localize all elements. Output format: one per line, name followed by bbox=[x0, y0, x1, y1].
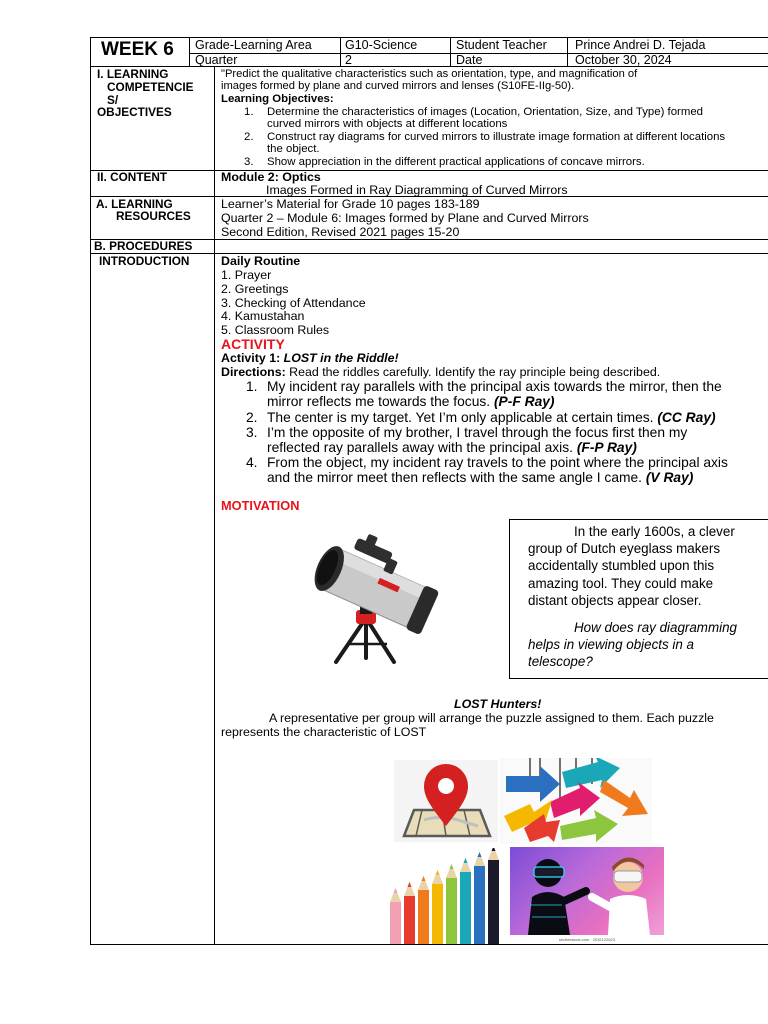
teacher-value: Prince Andrei D. Tejada bbox=[575, 38, 706, 52]
date-value: October 30, 2024 bbox=[575, 53, 672, 67]
quarter-label: Quarter bbox=[195, 53, 238, 67]
header-col-divider-4 bbox=[567, 37, 568, 67]
vr-illustration-image bbox=[510, 847, 664, 935]
tripod bbox=[336, 618, 394, 662]
competency-line: "Predict the qualitative characteristics such as orientation, type, and magnification of bbox=[221, 68, 638, 80]
motivation-line: In the early 1600s, a clever bbox=[574, 524, 735, 539]
riddle-number: 3. bbox=[246, 425, 258, 440]
motivation-question-line: telescope? bbox=[528, 654, 593, 670]
pencil-body bbox=[390, 902, 401, 944]
image-credit: shutterstock.com · 2032122623 bbox=[558, 937, 616, 942]
pencil-body bbox=[474, 866, 485, 944]
riddle-text: and the mirror meet then reflects with the same angle I came. bbox=[267, 470, 646, 485]
resource-line: Second Edition, Revised 2021 pages 15-20 bbox=[221, 225, 460, 239]
lost-hunters-text: A representative per group will arrange the puzzle assigned to them. Each puzzle bbox=[269, 711, 714, 725]
objective-number: 1. bbox=[244, 106, 254, 118]
table-left-border bbox=[90, 37, 91, 945]
motivation-line: amazing tool. They could make bbox=[528, 575, 714, 591]
routine-item: 2. Greetings bbox=[221, 282, 289, 296]
riddle-text-line2 bbox=[267, 394, 555, 409]
riddle-text: reflected ray parallels away with the principal axis. bbox=[267, 440, 577, 455]
learning-objectives-heading: Learning Objectives: bbox=[221, 92, 334, 105]
objective-number: 2. bbox=[244, 131, 254, 143]
daily-routine-heading: Daily Routine bbox=[221, 254, 301, 268]
resources-label: A. LEARNING bbox=[96, 197, 173, 211]
activity-title: LOST in the Riddle! bbox=[283, 351, 399, 365]
riddle-text: The center is my target. Yet I’m only applicable at certain times. bbox=[267, 410, 658, 425]
riddle-answer: (V Ray) bbox=[645, 470, 694, 485]
week-title: WEEK 6 bbox=[101, 39, 174, 60]
teacher-label: Student Teacher bbox=[456, 38, 547, 52]
procedures-bottom-border bbox=[90, 253, 768, 254]
motivation-text bbox=[528, 523, 768, 671]
riddle-text: I’m the opposite of my brother, I travel through the focus first then my bbox=[267, 425, 688, 440]
motivation-line: group of Dutch eyeglass makers bbox=[528, 541, 721, 557]
objective-text: the object. bbox=[267, 143, 320, 155]
activity-prefix: Activity 1: bbox=[221, 351, 284, 365]
riddle-number: 2. bbox=[246, 410, 258, 425]
procedures-label: B. PROCEDURES bbox=[94, 239, 193, 253]
header-col-divider-2 bbox=[340, 37, 341, 67]
grade-label: Grade-Learning Area bbox=[195, 38, 312, 52]
pencil-body bbox=[460, 872, 471, 944]
routine-item: 1. Prayer bbox=[221, 268, 272, 282]
module-topic: Images Formed in Ray Diagramming of Curved Mirrors bbox=[266, 183, 568, 197]
riddle-text-line2 bbox=[267, 470, 693, 485]
riddle-text: mirror reflects me towards the focus. bbox=[267, 394, 494, 409]
objective-text: curved mirrors with objects at different locations bbox=[267, 118, 508, 130]
activity-title-line bbox=[221, 352, 399, 365]
riddle-text: From the object, my incident ray travels to the point where the principal axis bbox=[267, 455, 728, 470]
activity-heading: ACTIVITY bbox=[221, 336, 285, 352]
pencil-body bbox=[404, 896, 415, 944]
directions-text: Read the riddles carefully. Identify the ray principle being described. bbox=[285, 365, 661, 379]
pencil-body bbox=[432, 884, 443, 944]
lost-hunters-title: LOST Hunters! bbox=[454, 697, 542, 711]
resource-line: Learner’s Material for Grade 10 pages 183-189 bbox=[221, 197, 480, 211]
objective-text: Determine the characteristics of images (Location, Orientation, Size, and Type) formed bbox=[267, 106, 704, 118]
motivation-line: distant objects appear closer. bbox=[528, 592, 702, 608]
content-label: II. CONTENT bbox=[97, 170, 168, 184]
riddle-text-line2 bbox=[267, 440, 637, 455]
label-col-divider bbox=[214, 66, 215, 945]
telescope-image bbox=[244, 530, 494, 666]
competency-line: images formed by plane and curved mirrors and lenses (S10FE-IIg-50). bbox=[221, 80, 575, 92]
riddle-text: My incident ray parallels with the principal axis towards the mirror, then the bbox=[267, 379, 722, 394]
objectives-label-line: OBJECTIVES bbox=[97, 105, 172, 119]
riddle-number: 1. bbox=[246, 379, 258, 394]
routine-item: 5. Classroom Rules bbox=[221, 323, 330, 337]
map-pin-icon bbox=[394, 760, 498, 842]
objectives-label-line: S/ bbox=[107, 93, 119, 107]
riddle-answer: (CC Ray) bbox=[657, 410, 716, 425]
objective-number: 3. bbox=[244, 156, 254, 168]
routine-item: 4. Kamustahan bbox=[221, 309, 305, 323]
table-bottom-border bbox=[90, 944, 768, 945]
riddle-answer: (F-P Ray) bbox=[576, 440, 637, 455]
objective-text: Construct ray diagrams for curved mirrors to illustrate image formation at different locations bbox=[267, 131, 726, 143]
motivation-question-line: How does ray diagramming bbox=[574, 620, 737, 636]
objectives-label-line: COMPETENCIE bbox=[107, 80, 194, 94]
grade-value: G10-Science bbox=[345, 38, 418, 52]
colored-pencils-image bbox=[384, 848, 508, 944]
module-title: Module 2: Optics bbox=[221, 170, 321, 184]
arrows-image bbox=[500, 758, 652, 844]
pencil-body bbox=[418, 890, 429, 944]
header-col-divider-1 bbox=[189, 37, 190, 67]
objectives-bottom-border bbox=[90, 170, 768, 171]
motivation-question-line: helps in viewing objects in a bbox=[528, 637, 694, 653]
riddle-text-line1 bbox=[267, 410, 716, 425]
introduction-label: INTRODUCTION bbox=[99, 254, 190, 268]
routine-item: 3. Checking of Attendance bbox=[221, 296, 366, 310]
directions-label: Directions: bbox=[221, 365, 286, 379]
header-col-divider-3 bbox=[450, 37, 451, 67]
date-label: Date bbox=[456, 53, 483, 67]
directions-line bbox=[221, 366, 660, 379]
motivation-line: accidentally stumbled upon this bbox=[528, 558, 715, 574]
pencil-body bbox=[488, 860, 499, 944]
lost-hunters-text: represents the characteristic of LOST bbox=[221, 725, 427, 739]
objective-text: Show appreciation in the different practical applications of concave mirrors. bbox=[267, 156, 645, 168]
objectives-label-line: I. LEARNING bbox=[97, 67, 169, 81]
riddle-number: 4. bbox=[246, 455, 258, 470]
resource-line: Quarter 2 – Module 6: Images formed by Plane and Curved Mirrors bbox=[221, 211, 589, 225]
riddle-answer: (P-F Ray) bbox=[493, 394, 555, 409]
quarter-value: 2 bbox=[345, 53, 352, 67]
motivation-heading: MOTIVATION bbox=[221, 498, 300, 513]
pencil-body bbox=[446, 878, 457, 944]
resources-label: RESOURCES bbox=[116, 209, 191, 223]
